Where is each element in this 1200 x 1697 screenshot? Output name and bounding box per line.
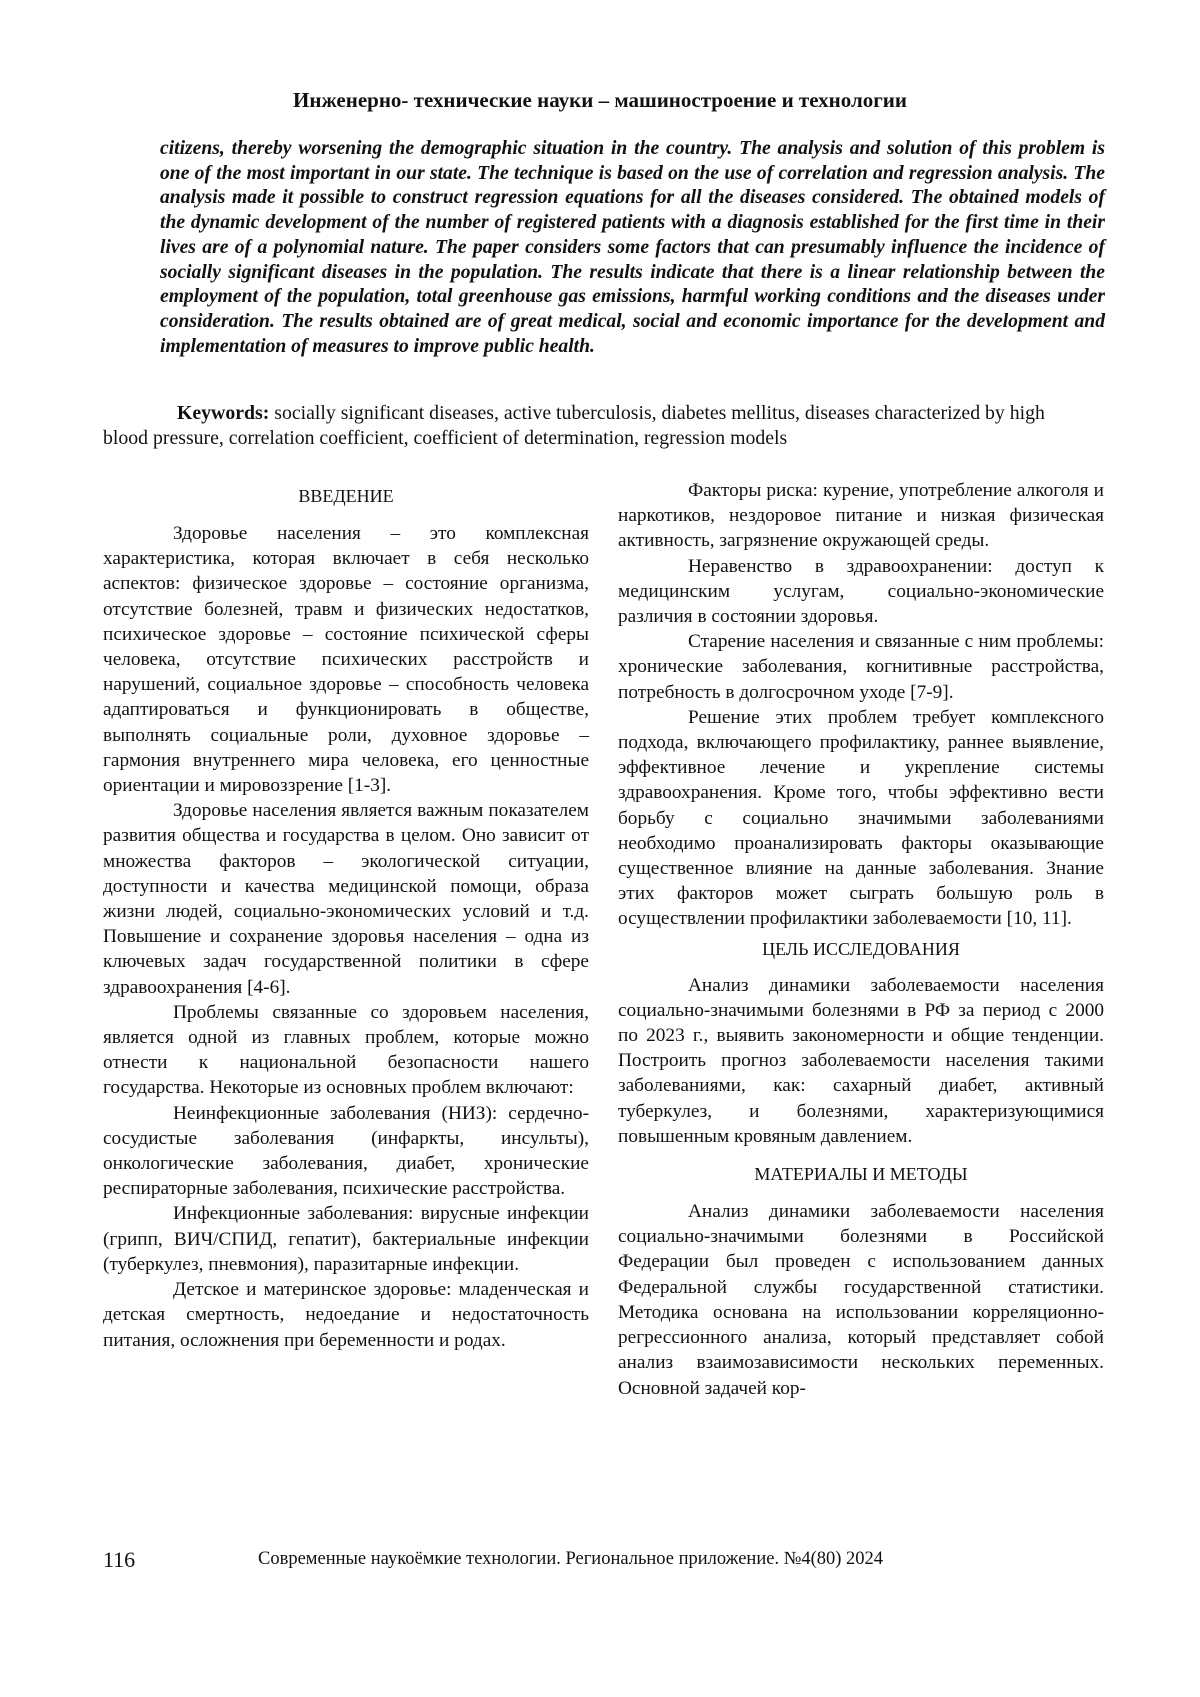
- paragraph: Факторы риска: курение, употребление алкоголя и наркотиков, нездоровое питание и низкая физическая активность, загрязнение окружающей среды.: [618, 480, 1104, 552]
- paragraph: Решение этих проблем требует комплексного подхода, включающего профилактику, раннее выявление, эффективное лечение и укрепление системы здравоохранения. Кроме того, чтобы эффективно вести борьбу с социально значимыми заболеваниями необходимо проанализировать факторы оказывающие существенное влияние на данные заболевания. Знание этих факторов может сыграть большую роль в осуществлении профилактики заболеваемости [10, 11].: [618, 706, 1104, 930]
- keywords-paragraph: [103, 401, 1088, 450]
- journal-footer: Современные наукоёмкие технологии. Региональное приложение. №4(80) 2024: [258, 1549, 884, 1569]
- paragraph: Неинфекционные заболевания (НИЗ): сердечно-сосудистые заболевания (инфаркты, инсульты), онкологические заболевания, диабет, хронические респираторные заболевания, психические расстройства.: [103, 1102, 589, 1200]
- paragraph: Детское и материнское здоровье: младенческая и детская смертность, недоедание и недостаточность питания, осложнения при беременности и родах.: [103, 1279, 589, 1351]
- paragraph: Анализ динамики заболеваемости населения социально-значимыми болезнями в Российской Федерации был проведен с использованием данных Федеральной службы государственной статистики. Методика основана на использовании корреляционно-регрессионного анализа, который представляет собой анализ взаимозависимости нескольких переменных. Основной задачей кор-: [618, 1201, 1104, 1399]
- section-heading-goal: ЦЕЛЬ ИССЛЕДОВАНИЯ: [762, 938, 960, 959]
- paragraph: Анализ динамики заболеваемости населения социально-значимыми болезнями в РФ за период с 2000 по 2023 г., выявить закономерности и общие тенденции. Построить прогноз заболеваемости населения такими заболеваниями, как: сахарный диабет, активный туберкулез, и болезнями, характеризующимися повышенным кровяным давлением.: [618, 974, 1104, 1147]
- left-column: [103, 478, 589, 1353]
- right-column: [618, 478, 1104, 1401]
- paragraph: Проблемы связанные со здоровьем населения, является одной из главных проблем, которые можно отнести к национальной безопасности нашего государства. Некоторые из основных проблем включают:: [103, 1001, 589, 1099]
- running-header-title: Инженерно- технические науки – машиностроение и технологии: [293, 88, 907, 112]
- paragraph: Старение населения и связанные с ним проблемы: хронические заболевания, когнитивные расстройства, потребность в долгосрочном уходе [7-9].: [618, 631, 1104, 703]
- paragraph: Здоровье населения – это комплексная характеристика, которая включает в себя несколько аспектов: физическое здоровье – состояние организма, отсутствие болезней, травм и физических недостатков, психическое здоровье – состояние психической сферы человека, отсутствие психических расстройств и нарушений, социальное здоровье – способность человека адаптироваться и функционировать в обществе, выполнять социальные роли, духовное здоровье – гармония внутреннего мира человека, его ценностные ориентации и мировоззрение [1-3].: [103, 523, 589, 797]
- paragraph: Инфекционные заболевания: вирусные инфекции (грипп, ВИЧ/СПИД, гепатит), бактериальные инфекции (туберкулез, пневмония), паразитарные инфекции.: [103, 1203, 589, 1275]
- keywords-label: Keywords:: [177, 402, 270, 424]
- keywords-text: socially significant diseases, active tuberculosis, diabetes mellitus, diseases characterized by high blood pressure, correlation coefficient, coefficient of determination, regression models: [103, 402, 1045, 449]
- abstract-text: citizens, thereby worsening the demographic situation in the country. The analysis and solution of this problem is one of the most important in our state. The technique is based on the use of correlation and regression analysis. The analysis made it possible to construct regression equations for all the diseases considered. The obtained models of the dynamic development of the number of registered patients with a diagnosis established for the first time in their lives are of a polynomial nature. The paper considers some factors that can presumably influence the incidence of socially significant diseases in the population. The results indicate that there is a linear relationship between the employment of the population, total greenhouse gas emissions, harmful working conditions and the diseases under consideration. The results obtained are of great medical, social and economic importance for the development and implementation of measures to improve public health.: [160, 138, 1105, 357]
- section-heading-methods: МАТЕРИАЛЫ И МЕТОДЫ: [754, 1164, 968, 1185]
- section-heading-introduction: ВВЕДЕНИЕ: [298, 486, 394, 506]
- paragraph: Неравенство в здравоохранении: доступ к медицинским услугам, социально-экономические различия в состоянии здоровья.: [618, 555, 1104, 628]
- paragraph: Здоровье населения является важным показателем развития общества и государства в целом. Оно зависит от множества факторов – экологической ситуации, доступности и качества медицинской помощи, образа жизни людей, социально-экономических условий и т.д. Повышение и сохранение здоровья населения – одна из ключевых задач государственной политики в сфере здравоохранения [4-6].: [103, 800, 589, 998]
- page-number: 116: [103, 1547, 136, 1572]
